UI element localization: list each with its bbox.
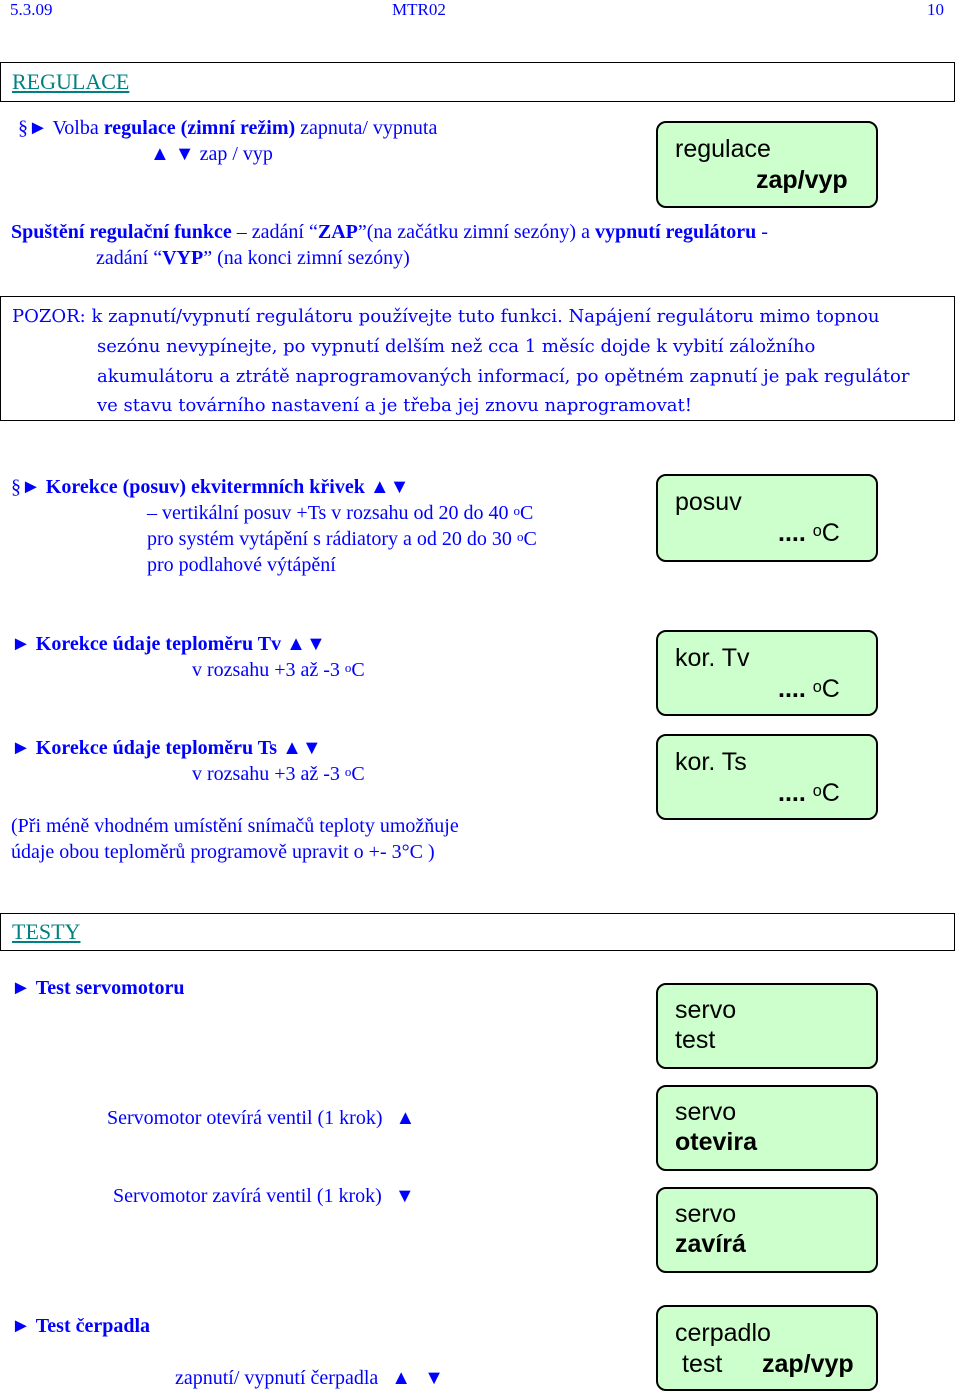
- lcd-regulace-zap-vyp: regulace zap/vyp: [656, 121, 878, 208]
- down-arrow-icon: ▼: [389, 476, 410, 498]
- lcd-kor-tv: kor. Tv .... $^o$ C: [656, 630, 878, 716]
- korekce-ts-title: ► Korekce údaje teploměru Ts ▲▼: [11, 737, 322, 759]
- up-arrow-icon: ▲: [282, 737, 302, 759]
- lcd-posuv: posuv .... $^o$ C: [656, 474, 878, 562]
- lcd-servo-test: servo test: [656, 983, 878, 1069]
- section-title-testy: TESTY: [12, 919, 81, 944]
- warning-line-1: POZOR: k zapnutí/vypnutí regulátoru používejte tuto funkci. Napájení regulátoru mimo topnou: [12, 306, 880, 327]
- play-icon: ►: [11, 977, 31, 999]
- lcd-cerpadlo-test: cerpadlo test zap/vyp: [656, 1305, 878, 1391]
- note-line-2: údaje obou teploměrů programově upravit o +- 3°C ): [11, 841, 435, 863]
- play-icon: ►: [28, 117, 48, 139]
- warning-box: [0, 296, 955, 421]
- play-icon: ►: [11, 1315, 31, 1337]
- header-date: 5.3.09: [10, 0, 53, 19]
- section-testy-box: [0, 913, 955, 951]
- test-servomotoru-title: ► Test servomotoru: [11, 977, 185, 999]
- korekce-posuv-line-2: pro systém vytápění s rádiatory a od 20 do 30 $^o$C: [147, 528, 537, 550]
- down-arrow-icon: ▼: [424, 1367, 444, 1389]
- down-arrow-icon: ▼: [394, 1185, 415, 1207]
- up-arrow-icon: ▲: [395, 1107, 416, 1129]
- header-page-number: 10: [927, 0, 944, 19]
- section-sign-icon: §: [11, 476, 21, 498]
- servomotor-otevira-line: Servomotor otevírá ventil (1 krok) ▲: [107, 1107, 416, 1129]
- up-arrow-icon: ▲: [286, 633, 306, 655]
- down-arrow-icon: ▼: [305, 633, 326, 655]
- zap-vyp-line: ▲ ▼ zap / vyp: [150, 143, 273, 165]
- note-line-1: (Při méně vhodném umístění snímačů teploty umožňuje: [11, 815, 459, 837]
- up-arrow-icon: ▲: [150, 143, 170, 165]
- warning-line-2: sezónu nevypínejte, po vypnutí delším než cca 1 měsíc dojde k vybití záložního: [97, 336, 816, 357]
- korekce-tv-range: v rozsahu +3 až -3 $^o$C: [192, 659, 365, 681]
- play-icon: ►: [21, 476, 41, 498]
- up-arrow-icon: ▲: [391, 1367, 412, 1389]
- korekce-posuv-title: §► Korekce (posuv) ekvitermních křivek ▲▼: [11, 476, 410, 498]
- section-title-regulace: REGULACE: [12, 69, 130, 94]
- down-arrow-icon: ▼: [301, 737, 322, 759]
- play-icon: ►: [11, 737, 31, 759]
- volba-regulace-line: §► Volba regulace (zimní režim) zapnuta/ vypnuta: [18, 117, 438, 139]
- down-arrow-icon: ▼: [174, 143, 195, 165]
- up-arrow-icon: ▲: [369, 476, 390, 498]
- korekce-posuv-line-1: – vertikální posuv +Ts v rozsahu od 20 do 40 $^o$C: [147, 502, 534, 524]
- korekce-tv-title: ► Korekce údaje teploměru Tv ▲▼: [11, 633, 326, 655]
- lcd-kor-ts: kor. Ts .... $^o$ C: [656, 734, 878, 820]
- section-sign-icon: §: [18, 117, 28, 139]
- section-regulace-box: [0, 62, 955, 102]
- lcd-servo-zavira: servo zavírá: [656, 1187, 878, 1273]
- servomotor-zavira-line: Servomotor zavírá ventil (1 krok) ▼: [113, 1185, 415, 1207]
- volba-bold-text: regulace (zimní režim): [103, 117, 296, 139]
- korekce-ts-range: v rozsahu +3 až -3 $^o$C: [192, 763, 365, 785]
- cerpadlo-zap-vyp-line: zapnutí/ vypnutí čerpadla ▲ ▼: [175, 1367, 444, 1389]
- spusteni-line-1: Spuštění regulační funkce – zadání “ZAP”(na začátku zimní sezóny) a vypnutí regulátoru -: [11, 221, 768, 243]
- lcd-servo-otevira: servo otevira: [656, 1085, 878, 1171]
- warning-line-3: akumulátoru a ztrátě naprogramovaných informací, po opětném zapnutí je pak regulátor: [97, 366, 910, 387]
- test-cerpadla-title: ► Test čerpadla: [11, 1315, 151, 1337]
- header-doc-code: MTR02: [392, 0, 446, 19]
- korekce-posuv-line-3: pro podlahové výtápění: [147, 554, 336, 576]
- spusteni-line-2: zadání “VYP” (na konci zimní sezóny): [96, 247, 410, 269]
- play-icon: ►: [11, 633, 31, 655]
- warning-line-4: ve stavu továrního nastavení a je třeba jej znovu naprogramovat!: [97, 395, 692, 416]
